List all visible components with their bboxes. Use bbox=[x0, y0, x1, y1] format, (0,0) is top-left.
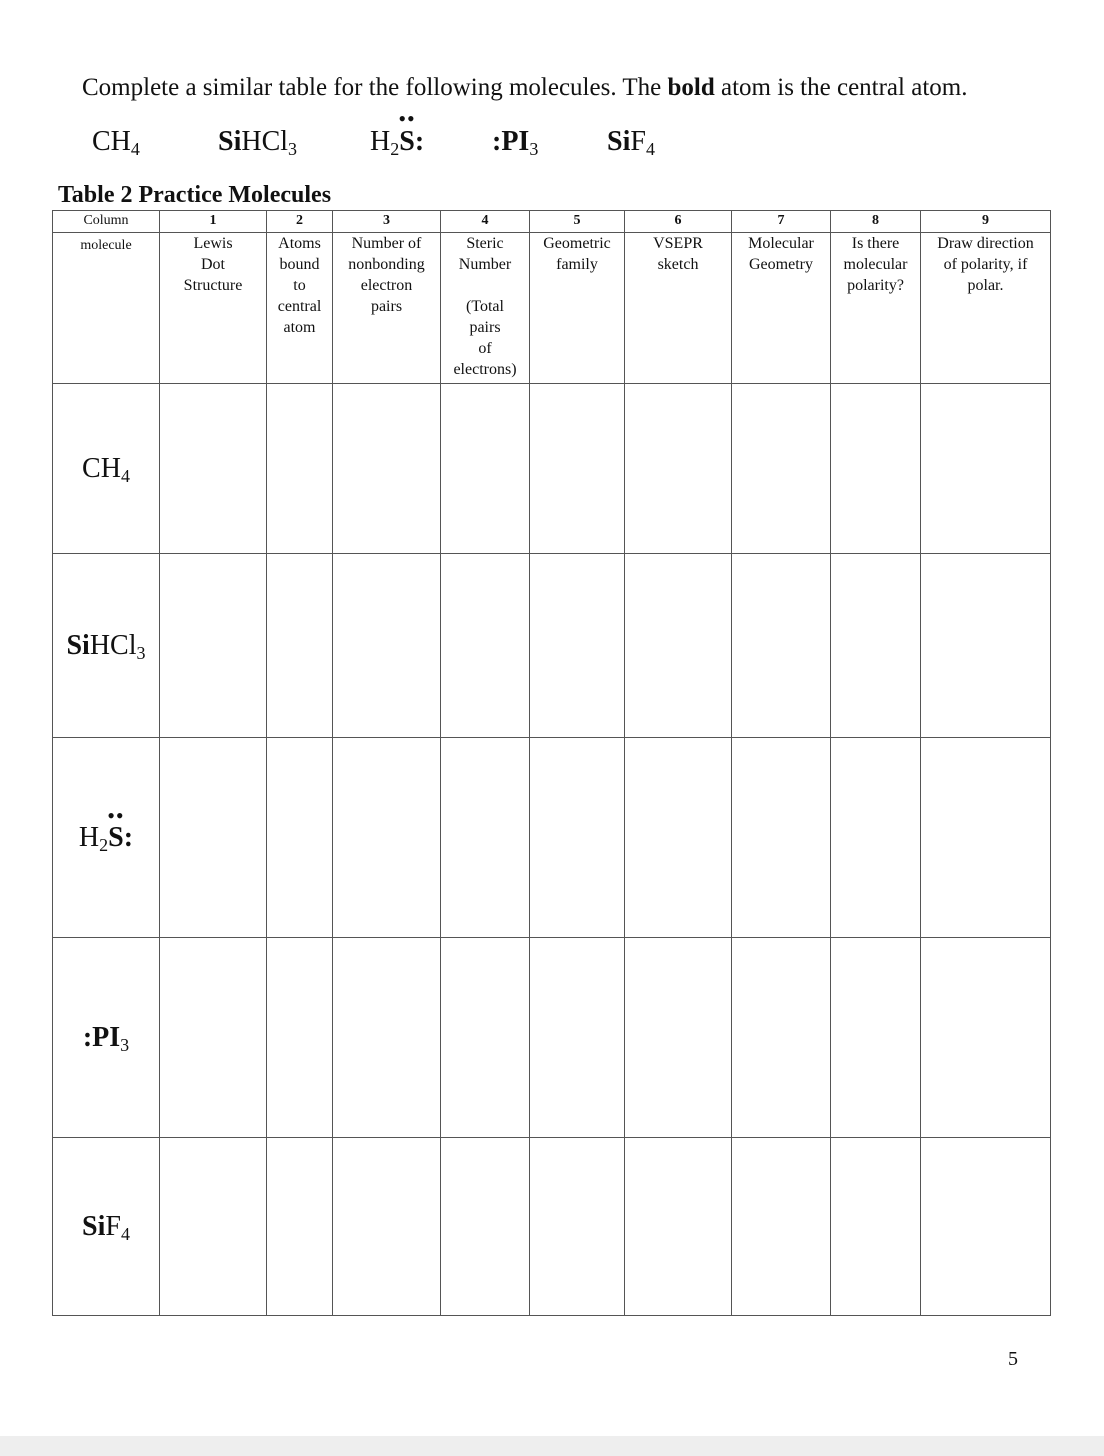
answer-cell[interactable] bbox=[333, 384, 441, 554]
answer-cell[interactable] bbox=[441, 554, 530, 738]
answer-cell[interactable] bbox=[625, 554, 732, 738]
answer-cell[interactable] bbox=[625, 384, 732, 554]
header-vsepr-sketch: VSEPR sketch bbox=[625, 233, 732, 384]
answer-cell[interactable] bbox=[921, 384, 1051, 554]
column-number: 3 bbox=[333, 211, 441, 233]
answer-cell[interactable] bbox=[160, 938, 267, 1138]
answer-cell[interactable] bbox=[921, 738, 1051, 938]
answer-cell[interactable] bbox=[625, 738, 732, 938]
column-number: 5 bbox=[530, 211, 625, 233]
answer-cell[interactable] bbox=[267, 738, 333, 938]
answer-cell[interactable] bbox=[625, 938, 732, 1138]
answer-cell[interactable] bbox=[732, 384, 831, 554]
header-polarity-direction: Draw direction of polarity, if polar. bbox=[921, 233, 1051, 384]
header-geometric-family: Geometric family bbox=[530, 233, 625, 384]
answer-cell[interactable] bbox=[530, 738, 625, 938]
column-number: 1 bbox=[160, 211, 267, 233]
answer-cell[interactable] bbox=[921, 1138, 1051, 1316]
molecule-ch4: $CH_4$ bbox=[92, 126, 140, 159]
answer-cell[interactable] bbox=[625, 1138, 732, 1316]
table-row bbox=[53, 938, 1051, 1138]
table-title: Table 2 Practice Molecules bbox=[58, 182, 332, 208]
header-nonbonding-pairs: Number of nonbonding electron pairs bbox=[333, 233, 441, 384]
column-number: 6 bbox=[625, 211, 732, 233]
practice-molecules-table bbox=[52, 210, 1051, 1316]
header-steric-number: Steric Number (Total pairs of electrons) bbox=[441, 233, 530, 384]
header-atoms-bound: Atoms bound to central atom bbox=[267, 233, 333, 384]
answer-cell[interactable] bbox=[160, 554, 267, 738]
page-number: 5 bbox=[1008, 1348, 1018, 1370]
molecule-sihcl3: SiHCl$_3$ bbox=[218, 126, 298, 159]
answer-cell[interactable] bbox=[732, 938, 831, 1138]
answer-cell[interactable] bbox=[267, 384, 333, 554]
column-number: 7 bbox=[732, 211, 831, 233]
molecule-label: molecule bbox=[53, 233, 160, 384]
column-number-row bbox=[53, 211, 1051, 233]
answer-cell[interactable] bbox=[831, 938, 921, 1138]
column-number: 4 bbox=[441, 211, 530, 233]
answer-cell[interactable] bbox=[333, 554, 441, 738]
answer-cell[interactable] bbox=[530, 384, 625, 554]
column-number: 2 bbox=[267, 211, 333, 233]
answer-cell[interactable] bbox=[160, 1138, 267, 1316]
table-row bbox=[53, 554, 1051, 738]
row-molecule-ch4: $CH_4$ bbox=[53, 384, 160, 554]
answer-cell[interactable] bbox=[160, 738, 267, 938]
molecule-pi3: $:PI_3$ bbox=[492, 126, 539, 159]
answer-cell[interactable] bbox=[831, 1138, 921, 1316]
lone-pair-dots: •• bbox=[107, 802, 125, 828]
column-number: 8 bbox=[831, 211, 921, 233]
answer-cell[interactable] bbox=[333, 938, 441, 1138]
molecule-list bbox=[0, 106, 1104, 170]
answer-cell[interactable] bbox=[530, 554, 625, 738]
table-row bbox=[53, 738, 1051, 938]
header-molecular-geometry: Molecular Geometry bbox=[732, 233, 831, 384]
answer-cell[interactable] bbox=[333, 738, 441, 938]
molecule-h2s: $H_2S$ •• : bbox=[370, 106, 425, 159]
instruction-text: Complete a similar table for the following molecules. The bold atom is the central atom. bbox=[82, 74, 968, 101]
answer-cell[interactable] bbox=[732, 738, 831, 938]
bottom-scroll-bar bbox=[0, 1436, 1104, 1456]
answer-cell[interactable] bbox=[441, 738, 530, 938]
row-molecule-sif4: SiF$_4$ bbox=[53, 1138, 160, 1316]
row-molecule-pi3: $:PI_3$ bbox=[53, 938, 160, 1138]
lone-pair-dots: •• bbox=[398, 106, 416, 131]
answer-cell[interactable] bbox=[441, 1138, 530, 1316]
answer-cell[interactable] bbox=[921, 554, 1051, 738]
column-number: 9 bbox=[921, 211, 1051, 233]
answer-cell[interactable] bbox=[831, 384, 921, 554]
row-molecule-sihcl3: SiHCl$_3$ bbox=[53, 554, 160, 738]
table-row bbox=[53, 1138, 1051, 1316]
answer-cell[interactable] bbox=[267, 554, 333, 738]
header-lewis-dot-structure: Lewis Dot Structure bbox=[160, 233, 267, 384]
answer-cell[interactable] bbox=[530, 1138, 625, 1316]
answer-cell[interactable] bbox=[441, 384, 530, 554]
answer-cell[interactable] bbox=[267, 938, 333, 1138]
answer-cell[interactable] bbox=[267, 1138, 333, 1316]
answer-cell[interactable] bbox=[732, 1138, 831, 1316]
row-molecule-h2s: $H_2S$ •• : bbox=[53, 738, 160, 938]
column-label: Column bbox=[53, 211, 160, 233]
table-row bbox=[53, 384, 1051, 554]
answer-cell[interactable] bbox=[831, 738, 921, 938]
answer-cell[interactable] bbox=[921, 938, 1051, 1138]
answer-cell[interactable] bbox=[160, 384, 267, 554]
answer-cell[interactable] bbox=[831, 554, 921, 738]
answer-cell[interactable] bbox=[732, 554, 831, 738]
molecule-sif4: SiF$_4$ bbox=[607, 126, 655, 159]
answer-cell[interactable] bbox=[530, 938, 625, 1138]
answer-cell[interactable] bbox=[333, 1138, 441, 1316]
answer-cell[interactable] bbox=[441, 938, 530, 1138]
header-row bbox=[53, 233, 1051, 384]
header-molecular-polarity: Is there molecular polarity? bbox=[831, 233, 921, 384]
